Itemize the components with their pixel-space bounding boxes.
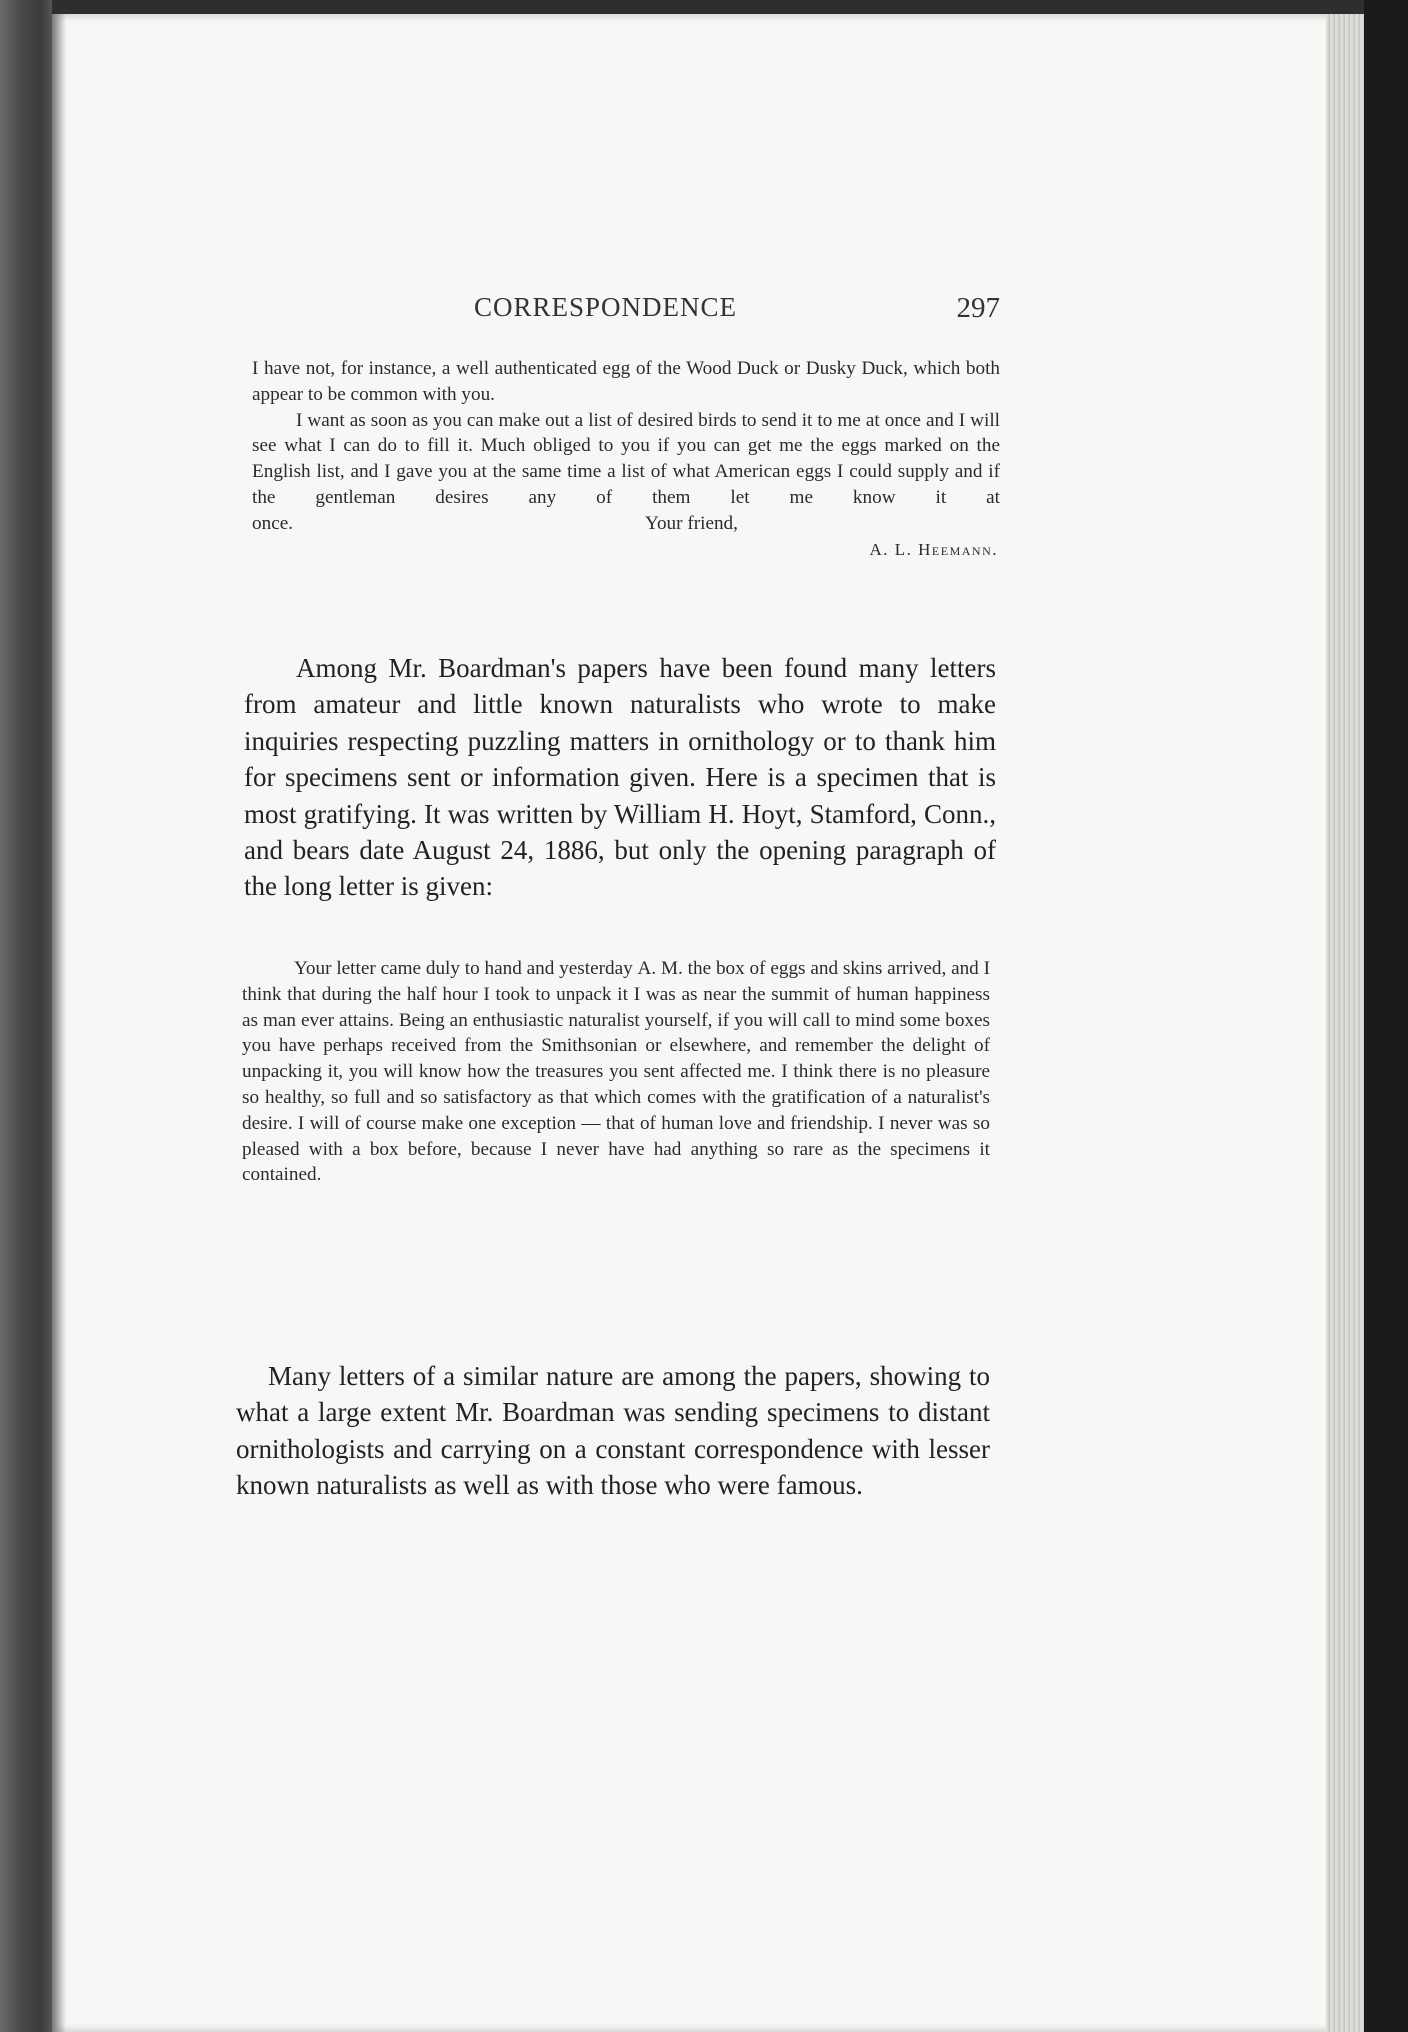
scan-background-left [0,0,52,2032]
running-title: CORRESPONDENCE [474,292,738,322]
running-header [250,292,1000,332]
letter-paragraph-2-text: I want as soon as you can make out a list of desired birds to send it to me at once and I will see what I can do to fill it. Much obliged to you if you can get me the eggs marked on the English list, and I gave you at the same time a list of what American eggs I could supply and if the gentleman desires any of them let me know it at once. [252,409,1000,534]
scan-background-top [0,0,1408,14]
body-paragraph-2-text: Many letters of a similar nature are among the papers, showing to what a large extent Mr. Boardman was sending specimens to distant ornithologists and carrying on a constant correspondence with lesser known naturalists as well as with those who were famous. [236,1361,990,1501]
page-number: 297 [956,292,1000,324]
quote-time: A. M. [637,958,683,979]
body-paragraph-1-text: Among Mr. Boardman's papers have been found many letters from amateur and little known naturalists who wrote to make inquiries respecting puzzling matters in ornithology or to thank him for specimens sent or information given. Here is a specimen that is most gratifying. It was written by William H. Hoyt, Stamford, Conn., and bears date August 24, 1886, but only the opening paragraph of the long letter is given: [244,653,996,902]
quoted-letter [242,956,990,1188]
letter-paragraph-1: I have not, for instance, a well authenticated egg of the Wood Duck or Dusky Duck, which both appear to be common with you. [252,358,1000,405]
quote-text-after: the box of eggs and skins arrived, and I think that during the half hour I took to unpack it I was as near the summit of human happiness as man ever attains. Being an enthusiastic naturalist yourself, if you will call to mind some boxes you have perhaps received from the Smithsonian or elsewhere, and remember the delight of unpacking it, you will know how the treasures you sent affected me. I think there is no pleasure so healthy, so full and so satisfactory as that which comes with the gratification of a naturalist's desire. I will of course make one exception — that of human love and friendship. I never was so pleased with a box before, because I never have had anything so rare as the specimens it contained. [242,958,990,1186]
quoted-letter-paragraph [242,956,990,1188]
letter-paragraph-2 [252,408,1000,537]
gutter-shadow [52,14,66,2032]
body-paragraph-1 [244,650,996,905]
book-page-edges [1326,14,1364,2032]
letter-closing: Your friend, [645,512,738,534]
quote-text-before: Your letter came duly to hand and yesterday [294,958,638,979]
letter-excerpt [252,356,1000,562]
scan-background-right [1364,0,1408,2032]
letter-signature: A. L. Heemann. [869,539,998,559]
body-paragraph-2 [236,1358,990,1504]
